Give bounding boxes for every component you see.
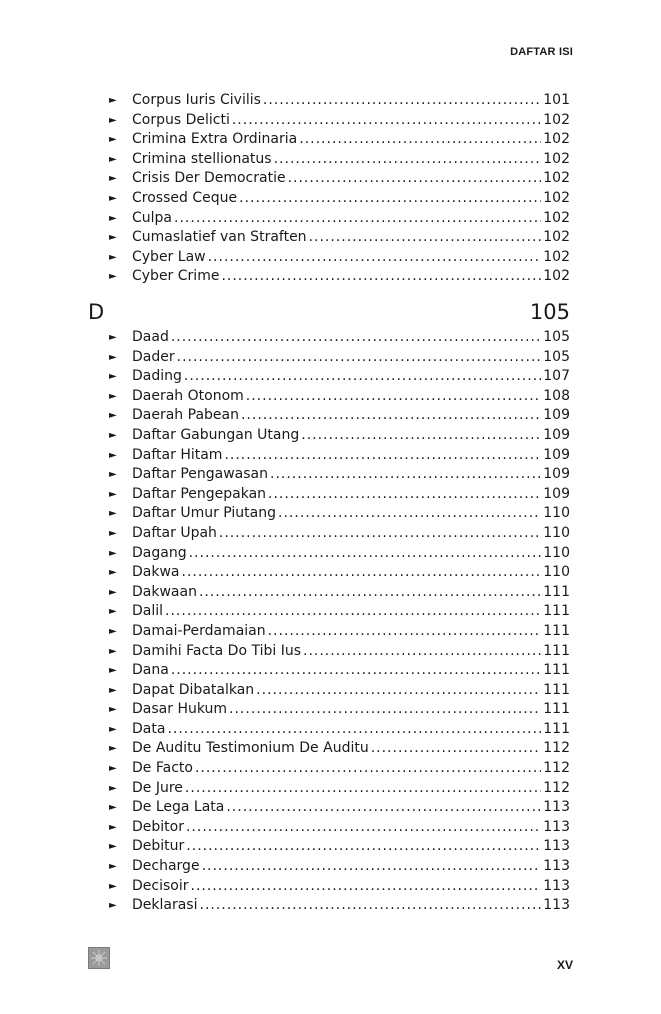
running-head: DAFTAR ISI xyxy=(510,46,573,58)
toc-entry-term: Daftar Umur Piutang xyxy=(132,504,278,524)
dot-leader xyxy=(202,857,542,877)
toc-entry-line xyxy=(132,130,570,150)
toc-entry-term: Damihi Facta Do Tibi Ius xyxy=(132,642,303,662)
section-page-number: 105 xyxy=(529,300,570,324)
toc-entry-line xyxy=(132,798,570,818)
toc-entry[interactable] xyxy=(0,700,661,720)
toc-entry-term: Dader xyxy=(132,348,177,368)
bullet-arrow-icon: ► xyxy=(109,134,117,146)
toc-entry[interactable] xyxy=(0,387,661,407)
toc-entry-line xyxy=(132,857,570,877)
bullet-arrow-icon: ► xyxy=(109,743,117,755)
dot-leader xyxy=(301,426,541,446)
toc-entry[interactable] xyxy=(0,544,661,564)
toc-entry-term: Debitor xyxy=(132,818,186,838)
toc-entry-term: Daftar Upah xyxy=(132,524,219,544)
toc-entry[interactable] xyxy=(0,150,661,170)
toc-entry-term: Daerah Pabean xyxy=(132,406,241,426)
toc-entry[interactable] xyxy=(0,189,661,209)
bullet-arrow-icon: ► xyxy=(109,665,117,677)
dot-leader xyxy=(219,524,541,544)
bullet-arrow-icon: ► xyxy=(109,271,117,283)
bullet-arrow-icon: ► xyxy=(109,900,117,912)
toc-entry-term: Corpus Iuris Civilis xyxy=(132,91,263,111)
toc-entry-term: Crossed Ceque xyxy=(132,189,239,209)
toc-entry[interactable] xyxy=(0,228,661,248)
bullet-arrow-icon: ► xyxy=(109,527,117,539)
toc-entry-page: 102 xyxy=(543,229,570,246)
toc-entry-line xyxy=(132,602,570,622)
toc-entry-page: 111 xyxy=(543,603,570,620)
toc-entry[interactable] xyxy=(0,91,661,111)
toc-entry-page: 111 xyxy=(543,583,570,600)
dot-leader xyxy=(186,818,541,838)
toc-entry-term: Daftar Pengawasan xyxy=(132,465,270,485)
toc-entry[interactable] xyxy=(0,661,661,681)
toc-entry-term: Decharge xyxy=(132,857,202,877)
toc-entry-term: Crimina stellionatus xyxy=(132,150,274,170)
dot-leader xyxy=(288,169,542,189)
bullet-arrow-icon: ► xyxy=(109,332,117,343)
toc-entry-page: 112 xyxy=(543,760,570,777)
bullet-arrow-icon: ► xyxy=(109,449,117,461)
toc-entry-line xyxy=(132,622,570,642)
dot-leader xyxy=(270,465,541,485)
toc-entry-term: Daftar Pengepakan xyxy=(132,485,268,505)
toc-entry-term: Dakwaan xyxy=(132,583,199,603)
toc-entry-line xyxy=(132,406,570,426)
bullet-arrow-icon: ► xyxy=(109,429,117,441)
toc-entry-page: 102 xyxy=(543,189,570,206)
toc-entry[interactable] xyxy=(0,406,661,426)
toc-entry-page: 111 xyxy=(543,720,570,737)
dot-leader xyxy=(268,485,541,505)
toc-entry-term: Crimina Extra Ordinaria xyxy=(132,130,299,150)
toc-entry[interactable] xyxy=(0,837,661,857)
dot-leader xyxy=(186,837,541,857)
dot-leader xyxy=(199,583,541,603)
toc-entry-page: 111 xyxy=(543,681,570,698)
dot-leader xyxy=(224,446,541,466)
toc-entry[interactable] xyxy=(0,583,661,603)
toc-entry-page: 113 xyxy=(543,818,570,835)
toc-entry-line xyxy=(132,681,570,701)
toc-entry-page: 109 xyxy=(543,485,570,502)
toc-entry-term: De Auditu Testimonium De Auditu xyxy=(132,739,371,759)
toc-entry-line xyxy=(132,248,570,268)
dot-leader xyxy=(185,779,541,799)
toc-entry-page: 109 xyxy=(543,466,570,483)
toc-entry-term: Corpus Delicti xyxy=(132,111,232,131)
toc-entry[interactable] xyxy=(0,367,661,387)
dot-leader xyxy=(246,387,541,407)
dot-leader xyxy=(226,798,541,818)
toc-entry-page: 102 xyxy=(543,111,570,128)
toc-entry-page: 101 xyxy=(543,92,570,108)
bullet-arrow-icon: ► xyxy=(109,192,117,204)
bullet-arrow-icon: ► xyxy=(109,763,117,775)
section-heading-d xyxy=(88,298,570,326)
dot-leader xyxy=(177,348,542,368)
toc-entry[interactable] xyxy=(0,169,661,189)
toc-entry-page: 111 xyxy=(543,662,570,679)
bullet-arrow-icon: ► xyxy=(109,861,117,873)
toc-entry-line xyxy=(132,267,570,287)
toc-entry-term: Cumaslatief van Straften xyxy=(132,228,309,248)
toc-entry-page: 108 xyxy=(543,387,570,404)
dot-leader xyxy=(256,681,541,701)
toc-entry-line xyxy=(132,583,570,603)
toc-entry-line xyxy=(132,524,570,544)
dot-leader xyxy=(174,209,541,229)
toc-entry-line xyxy=(132,661,570,681)
bullet-arrow-icon: ► xyxy=(109,390,117,402)
bullet-arrow-icon: ► xyxy=(109,371,117,383)
dot-leader xyxy=(191,877,542,897)
toc-entry[interactable] xyxy=(0,563,661,583)
dot-leader xyxy=(200,896,542,916)
toc-entry-page: 102 xyxy=(543,268,570,285)
dot-leader xyxy=(208,248,542,268)
dot-leader xyxy=(167,720,541,740)
toc-entry[interactable] xyxy=(0,209,661,229)
dot-leader xyxy=(303,642,541,662)
dot-leader xyxy=(371,739,542,759)
bullet-arrow-icon: ► xyxy=(109,251,117,263)
toc-entry[interactable] xyxy=(0,111,661,131)
toc-entry-term: Culpa xyxy=(132,209,174,229)
toc-entry-term: Data xyxy=(132,720,167,740)
toc-entry-page: 110 xyxy=(543,524,570,541)
section-letter: D xyxy=(88,300,105,324)
toc-entry-term: Damai-Perdamaian xyxy=(132,622,268,642)
toc-entry-term: Daftar Gabungan Utang xyxy=(132,426,301,446)
toc-entry[interactable] xyxy=(0,759,661,779)
toc-entry[interactable] xyxy=(0,248,661,268)
toc-entry-line xyxy=(132,818,570,838)
toc-entry-page: 113 xyxy=(543,858,570,875)
toc-entry[interactable] xyxy=(0,446,661,466)
toc-entry[interactable] xyxy=(0,328,661,348)
toc-entry-term: Daad xyxy=(132,328,171,348)
toc-entry-term: Dapat Dibatalkan xyxy=(132,681,256,701)
dot-leader xyxy=(184,367,541,387)
toc-entry[interactable] xyxy=(0,504,661,524)
toc-entry-term: Dagang xyxy=(132,544,189,564)
dot-leader xyxy=(171,328,541,348)
toc-entry-page: 111 xyxy=(543,622,570,639)
toc-entry-line xyxy=(132,91,570,111)
toc-entry[interactable] xyxy=(0,857,661,877)
bullet-arrow-icon: ► xyxy=(109,841,117,853)
dot-leader xyxy=(274,150,542,170)
toc-entry-page: 105 xyxy=(543,348,570,365)
bullet-arrow-icon: ► xyxy=(109,586,117,598)
toc-entry-line xyxy=(132,387,570,407)
toc-list-c xyxy=(0,91,661,287)
bullet-arrow-icon: ► xyxy=(109,821,117,833)
toc-entry-term: De Lega Lata xyxy=(132,798,226,818)
toc-entry-page: 109 xyxy=(543,407,570,424)
toc-entry-page: 113 xyxy=(543,877,570,894)
toc-entry-line xyxy=(132,328,570,348)
dot-leader xyxy=(229,700,541,720)
toc-entry-line xyxy=(132,700,570,720)
toc-entry[interactable] xyxy=(0,877,661,897)
toc-entry-page: 110 xyxy=(543,564,570,581)
bullet-arrow-icon: ► xyxy=(109,567,117,579)
toc-entry-page: 105 xyxy=(543,329,570,345)
toc-entry[interactable] xyxy=(0,896,661,916)
toc-entry-line xyxy=(132,642,570,662)
toc-entry-line xyxy=(132,837,570,857)
dot-leader xyxy=(239,189,541,209)
toc-entry-line xyxy=(132,544,570,564)
toc-entry-page: 113 xyxy=(543,799,570,816)
toc-entry[interactable] xyxy=(0,130,661,150)
toc-entry-line xyxy=(132,779,570,799)
bullet-arrow-icon: ► xyxy=(109,802,117,814)
toc-entry-line xyxy=(132,209,570,229)
bullet-arrow-icon: ► xyxy=(109,173,117,185)
toc-entry-term: Cyber Crime xyxy=(132,267,221,287)
bullet-arrow-icon: ► xyxy=(109,782,117,794)
toc-entry-page: 109 xyxy=(543,426,570,443)
toc-entry-term: Dakwa xyxy=(132,563,182,583)
toc-entry-line xyxy=(132,367,570,387)
dot-leader xyxy=(241,406,541,426)
bullet-arrow-icon: ► xyxy=(109,625,117,637)
dot-leader xyxy=(263,91,541,111)
toc-entry-term: Debitur xyxy=(132,837,186,857)
dot-leader xyxy=(299,130,541,150)
toc-entry-term: Dasar Hukum xyxy=(132,700,229,720)
toc-entry-term: Crisis Der Democratie xyxy=(132,169,288,189)
publisher-logo-icon xyxy=(88,947,110,969)
toc-list-d xyxy=(0,328,661,916)
bullet-arrow-icon: ► xyxy=(109,351,117,363)
toc-entry-line xyxy=(132,739,570,759)
toc-entry-term: Dading xyxy=(132,367,184,387)
toc-entry-term: De Facto xyxy=(132,759,195,779)
dot-leader xyxy=(232,111,541,131)
toc-entry[interactable] xyxy=(0,818,661,838)
toc-entry-line xyxy=(132,348,570,368)
bullet-arrow-icon: ► xyxy=(109,547,117,559)
toc-entry-term: Cyber Law xyxy=(132,248,208,268)
bullet-arrow-icon: ► xyxy=(109,232,117,244)
toc-entry-line xyxy=(132,563,570,583)
toc-entry[interactable] xyxy=(0,622,661,642)
toc-entry-line xyxy=(132,720,570,740)
bullet-arrow-icon: ► xyxy=(109,704,117,716)
toc-entry[interactable] xyxy=(0,426,661,446)
bullet-arrow-icon: ► xyxy=(109,114,117,126)
toc-entry-page: 110 xyxy=(543,544,570,561)
toc-entry[interactable] xyxy=(0,602,661,622)
bullet-arrow-icon: ► xyxy=(109,153,117,165)
dot-leader xyxy=(268,622,542,642)
toc-entry-line xyxy=(132,189,570,209)
toc-entry[interactable] xyxy=(0,779,661,799)
bullet-arrow-icon: ► xyxy=(109,488,117,500)
bullet-arrow-icon: ► xyxy=(109,723,117,735)
toc-entry[interactable] xyxy=(0,739,661,759)
dot-leader xyxy=(221,267,541,287)
toc-entry-line xyxy=(132,759,570,779)
toc-entry-page: 102 xyxy=(543,209,570,226)
toc-entry-page: 111 xyxy=(543,642,570,659)
dot-leader xyxy=(278,504,541,524)
toc-entry-line xyxy=(132,228,570,248)
toc-entry-line xyxy=(132,169,570,189)
toc-entry-page: 102 xyxy=(543,150,570,167)
toc-entry[interactable] xyxy=(0,798,661,818)
bullet-arrow-icon: ► xyxy=(109,508,117,520)
toc-entry[interactable] xyxy=(0,642,661,662)
toc-entry-line xyxy=(132,426,570,446)
dot-leader xyxy=(189,544,542,564)
toc-entry[interactable] xyxy=(0,465,661,485)
bullet-arrow-icon: ► xyxy=(109,606,117,618)
toc-entry-page: 102 xyxy=(543,170,570,187)
toc-entry-term: De Jure xyxy=(132,779,185,799)
toc-entry-term: Deklarasi xyxy=(132,896,200,916)
page-folio: XV xyxy=(556,958,573,972)
toc-entry[interactable] xyxy=(0,267,661,287)
toc-entry[interactable] xyxy=(0,681,661,701)
toc-entry-term: Decisoir xyxy=(132,877,191,897)
toc-entry[interactable] xyxy=(0,348,661,368)
toc-entry-term: Daftar Hitam xyxy=(132,446,224,466)
bullet-arrow-icon: ► xyxy=(109,880,117,892)
toc-entry-page: 109 xyxy=(543,446,570,463)
dot-leader xyxy=(309,228,542,248)
toc-entry-line xyxy=(132,446,570,466)
toc-entry-page: 112 xyxy=(543,740,570,757)
toc-entry-page: 102 xyxy=(543,131,570,148)
toc-entry-line xyxy=(132,485,570,505)
bullet-arrow-icon: ► xyxy=(109,95,117,106)
dot-leader xyxy=(182,563,542,583)
bullet-arrow-icon: ► xyxy=(109,684,117,696)
toc-entry-term: Daerah Otonom xyxy=(132,387,246,407)
toc-entry[interactable] xyxy=(0,720,661,740)
bullet-arrow-icon: ► xyxy=(109,469,117,481)
toc-entry-page: 111 xyxy=(543,701,570,718)
toc-entry-line xyxy=(132,896,570,916)
toc-entry-line xyxy=(132,111,570,131)
toc-entry[interactable] xyxy=(0,485,661,505)
toc-entry-page: 113 xyxy=(543,897,570,914)
dot-leader xyxy=(171,661,541,681)
toc-entry-page: 110 xyxy=(543,505,570,522)
toc-entry-line xyxy=(132,465,570,485)
toc-entry-term: Dana xyxy=(132,661,171,681)
bullet-arrow-icon: ► xyxy=(109,212,117,224)
toc-entry-page: 112 xyxy=(543,779,570,796)
bullet-arrow-icon: ► xyxy=(109,645,117,657)
toc-entry-line xyxy=(132,150,570,170)
toc-entry[interactable] xyxy=(0,524,661,544)
toc-entry-term: Dalil xyxy=(132,602,165,622)
toc-entry-page: 107 xyxy=(543,368,570,385)
bullet-arrow-icon: ► xyxy=(109,410,117,422)
dot-leader xyxy=(195,759,541,779)
toc-entry-page: 113 xyxy=(543,838,570,855)
toc-entry-line xyxy=(132,504,570,524)
toc-entry-page: 102 xyxy=(543,248,570,265)
toc-entry-line xyxy=(132,877,570,897)
dot-leader xyxy=(165,602,541,622)
